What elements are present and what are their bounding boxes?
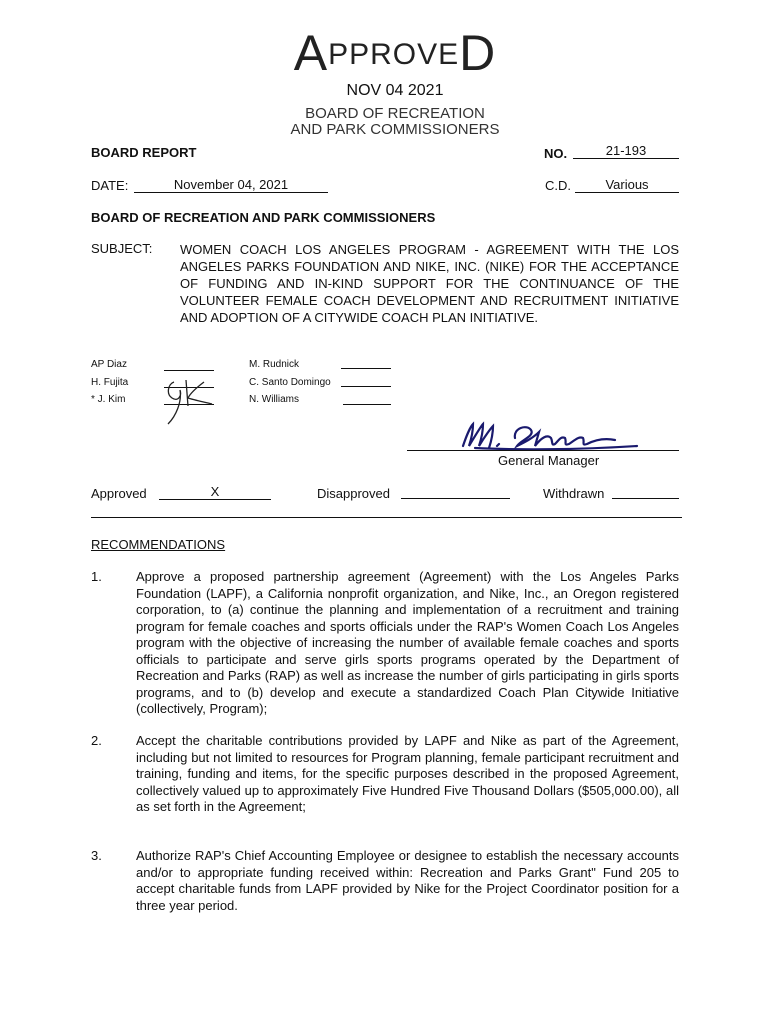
board-report-label: BOARD REPORT (91, 145, 197, 160)
disapproved-label: Disapproved (317, 486, 390, 501)
initial-line-rudnick (341, 368, 391, 369)
commissioner-kim: * J. Kim (91, 394, 126, 405)
recommendation-text-3: Authorize RAP's Chief Accounting Employee or designee to establish the necessary accounts and/or to appropriate funding received within: Recreation and Parks Grant" Fund 205 to accept charitable funds from LAPF provided by Nike for the Project Coordinator position for a three year period. (136, 848, 679, 913)
general-manager-title: General Manager (498, 453, 600, 468)
stamp-board-line2: AND PARK COMMISSIONERS (290, 121, 500, 138)
report-no-value: 21-193 (573, 143, 679, 159)
recommendation-text-1: Approve a proposed partnership agreement (Agreement) with the Los Angeles Parks Foundation (LAPF), a California nonprofit organization, and Nike, Inc., an Oregon registered corporation, to (a) continue the planning and implementation of a recruitment and training program for female coaches and sports officials under the RAP's Women Coach Los Angeles program with the objective of increasing the number of available female coaches and sports officials to participate and serve girls sports programs operated by the Department of Recreation and Parks (RAP) as well as increase the number of girls participating in girls sports programs, and to (b) develop and execute a standardized Coach Plan Citywide Initiative (collectively, Program); (136, 569, 679, 716)
approved-label: Approved (91, 486, 147, 501)
board-title: BOARD OF RECREATION AND PARK COMMISSIONERS (91, 210, 436, 225)
commissioner-fujita: H. Fujita (91, 377, 129, 388)
recommendation-number-3: 3. (91, 848, 102, 863)
cd-value: Various (575, 177, 679, 193)
cd-label: C.D. (545, 178, 571, 193)
commissioner-santo-domingo: C. Santo Domingo (249, 377, 331, 388)
commissioner-williams: N. Williams (249, 394, 299, 405)
date-value: November 04, 2021 (134, 177, 328, 193)
signature-line (407, 450, 679, 451)
stamp-board-line1: BOARD OF RECREATION (305, 105, 485, 122)
general-manager-signature (455, 418, 645, 454)
stamp-letter-a: A (293, 25, 329, 81)
date-label: DATE: (91, 178, 129, 193)
recommendation-text-2: Accept the charitable contributions provided by LAPF and Nike as part of the Agreement, including but not limited to resources for Program planning, female participant recruitment and training, funding and items, for the specific purposes described in the proposed Agreement, collectively valued up to approximately Five Hundred Five Thousand Dollars ($505,000.00), all as set forth in the Agreement; (136, 733, 679, 814)
recommendation-number-2: 2. (91, 733, 102, 748)
stamp-letter-d: D (459, 25, 497, 81)
commissioner-rudnick: M. Rudnick (249, 359, 300, 370)
initial-line-williams (343, 404, 391, 405)
withdrawn-line (612, 498, 679, 499)
commissioner-diaz: AP Diaz (91, 359, 127, 370)
report-no-label: NO. (544, 146, 568, 161)
section-divider (91, 517, 682, 518)
initial-line-santo-domingo (341, 386, 391, 387)
recommendations-heading: RECOMMENDATIONS (91, 537, 226, 552)
recommendation-number-1: 1. (91, 569, 102, 584)
withdrawn-label: Withdrawn (543, 486, 605, 501)
stamp-letters-mid: PPROVE (328, 38, 460, 71)
approved-stamp (285, 25, 505, 138)
initial-line-diaz (164, 370, 214, 371)
stamp-date: NOV 04 2021 (346, 82, 444, 99)
subject-text: WOMEN COACH LOS ANGELES PROGRAM - AGREEMENT WITH THE LOS ANGELES PARKS FOUNDATION AND NIKE, INC. (NIKE) FOR THE ACCEPTANCE OF FUNDING AND IN-KIND SUPPORT FOR THE CONTINUANCE OF THE VOLUNTEER FEMALE COACH DEVELOPMENT AND RECRUITMENT INITIATIVE AND ADOPTION OF A CITYWIDE COACH PLAN INITIATIVE. (180, 242, 679, 325)
initials-scribble (160, 376, 220, 428)
disapproved-line (401, 498, 510, 499)
subject-label: SUBJECT: (91, 241, 153, 256)
approved-mark: X (159, 484, 271, 500)
stamp-approved (285, 25, 505, 81)
